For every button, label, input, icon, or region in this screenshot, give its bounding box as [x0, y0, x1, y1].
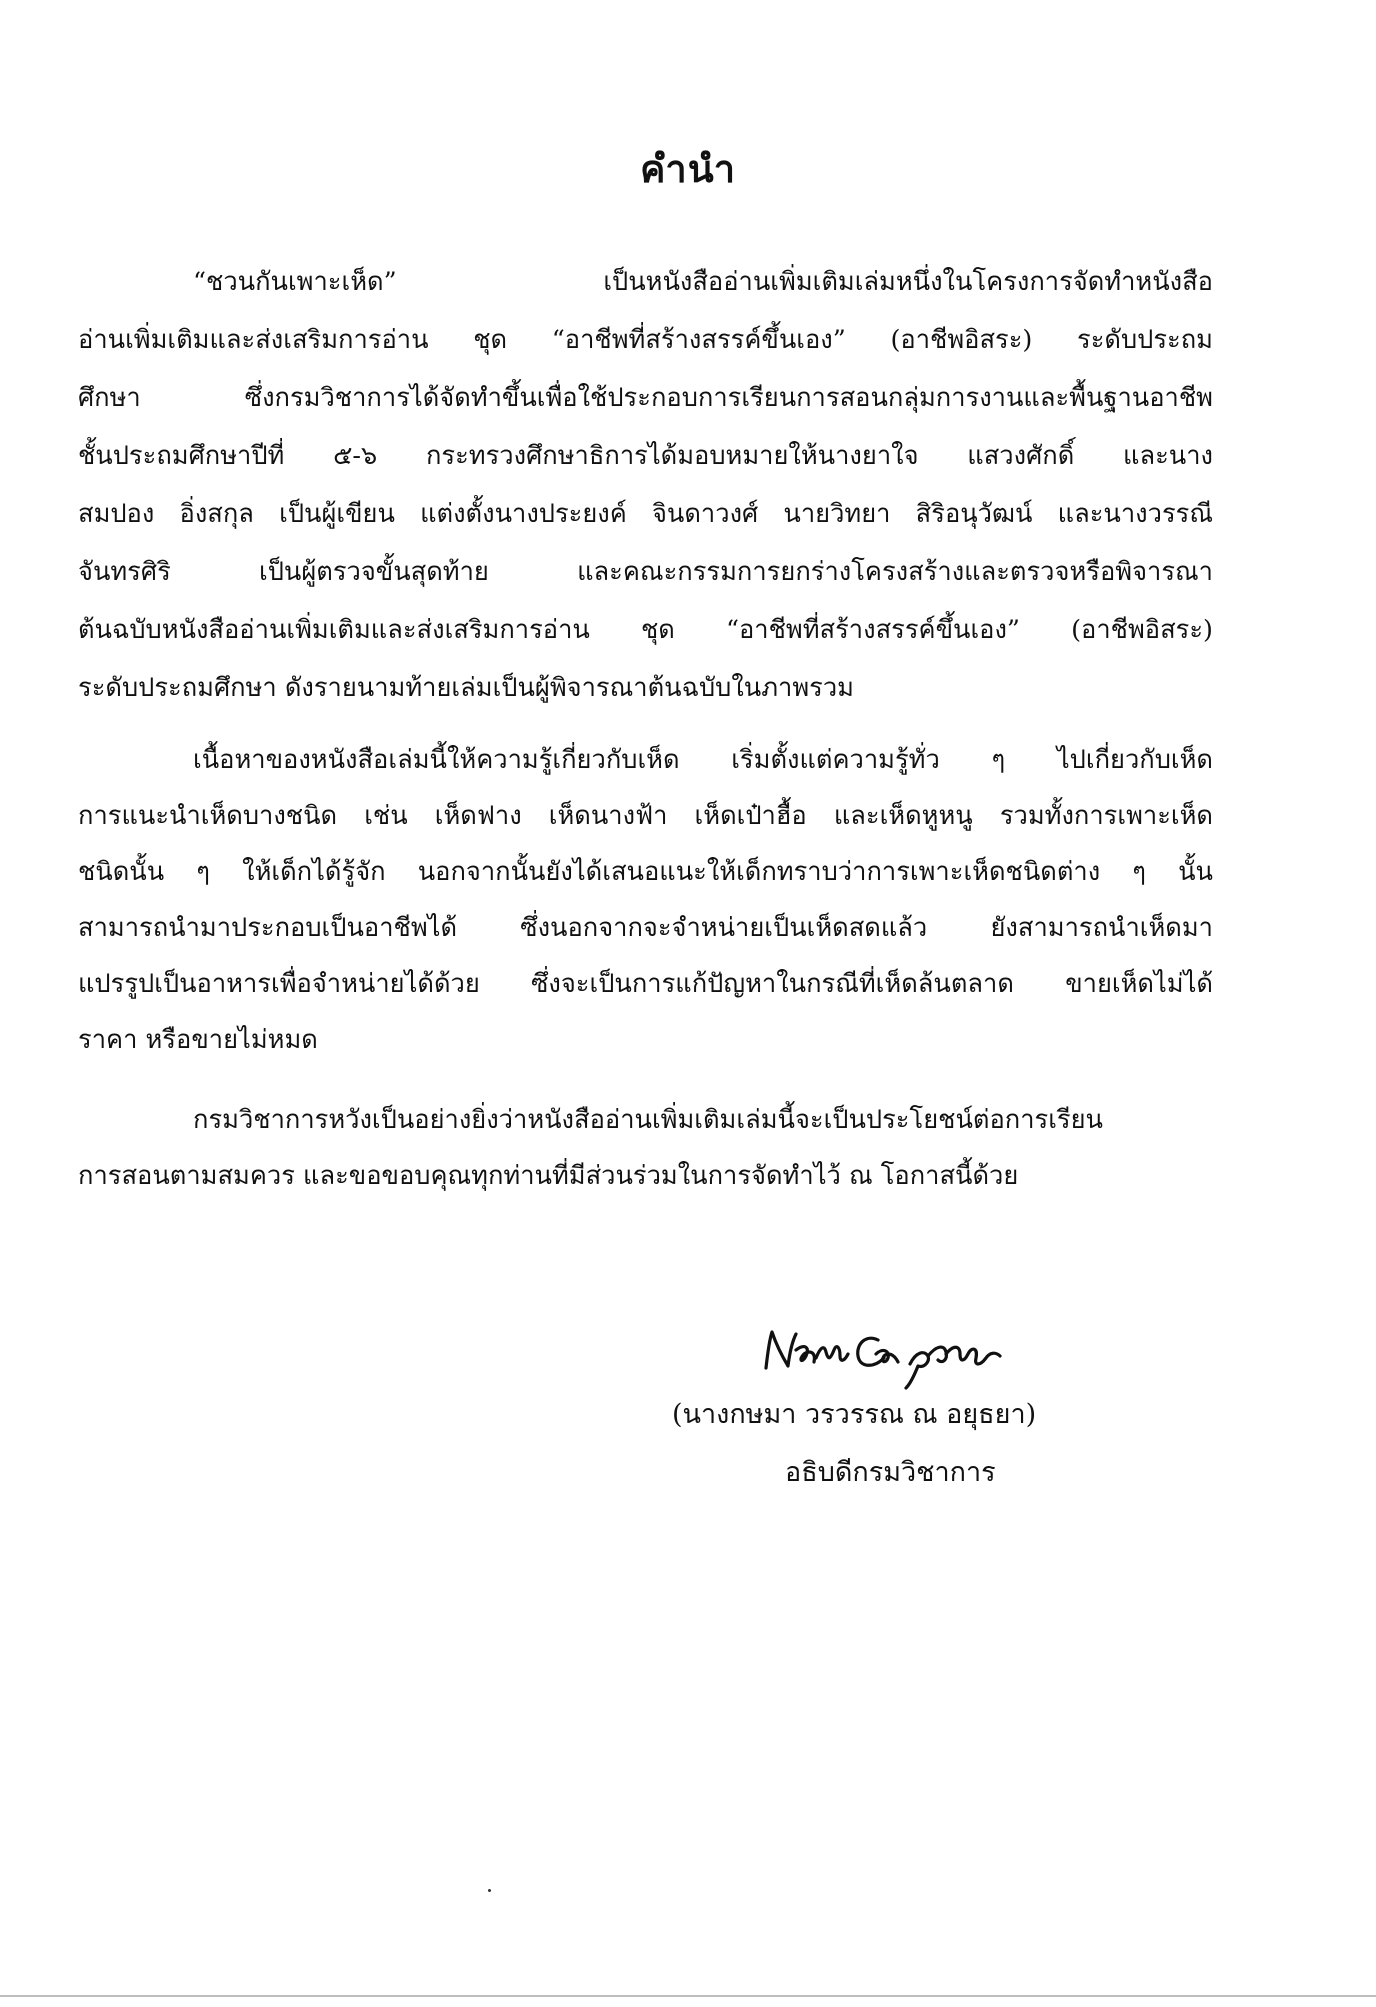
page-title: คำนำ: [639, 146, 737, 191]
signatory-name: (นางกษมา วรวรรณ ณ อยุธยา): [672, 1399, 1037, 1430]
paragraph-line: การแนะนำเห็ดบางชนิด เช่น เห็ดฟาง เห็ดนางฟ้า เห็ดเป๋าฮื้อ และเห็ดหูหนู รวมทั้งการเพาะเห็ด: [78, 801, 1213, 831]
paragraph-line: จันทรศิริ เป็นผู้ตรวจขั้นสุดท้าย และคณะกรรมการยกร่างโครงสร้างและตรวจหรือพิจารณา: [78, 557, 1213, 587]
scan-speck: [488, 1889, 491, 1892]
scan-edge-line: [0, 1995, 1376, 1997]
paragraph-line: ราคา หรือขายไม่หมด: [78, 1025, 318, 1055]
paragraph-line: สามารถนำมาประกอบเป็นอาชีพได้ ซึ่งนอกจากจะจำหน่ายเป็นเห็ดสดแล้ว ยังสามารถนำเห็ดมา: [78, 913, 1213, 943]
paragraph-line: การสอนตามสมควร และขอขอบคุณทุกท่านที่มีส่วนร่วมในการจัดทำไว้ ณ โอกาสนี้ด้วย: [78, 1161, 1019, 1191]
paragraph-line: สมปอง อิ่งสกุล เป็นผู้เขียน แต่งตั้งนางประยงค์ จินดาวงศ์ นายวิทยา สิริอนุวัฒน์ และนางวรรณี: [78, 499, 1213, 529]
paragraph-line: ชนิดนั้น ๆ ให้เด็กได้รู้จัก นอกจากนั้นยังได้เสนอแนะให้เด็กทราบว่าการเพาะเห็ดชนิดต่าง ๆ นั้น: [78, 857, 1213, 887]
signature-image: [760, 1310, 1020, 1390]
paragraph-line: แปรรูปเป็นอาหารเพื่อจำหน่ายได้ด้วย ซึ่งจะเป็นการแก้ปัญหาในกรณีที่เห็ดล้นตลาด ขายเห็ดไม่ได้: [78, 969, 1213, 999]
paragraph-line: “ชวนกันเพาะเห็ด” เป็นหนังสืออ่านเพิ่มเติมเล่มหนึ่งในโครงการจัดทำหนังสือ: [193, 267, 1213, 297]
paragraph-line: ต้นฉบับหนังสืออ่านเพิ่มเติมและส่งเสริมการอ่าน ชุด “อาชีพที่สร้างสรรค์ขึ้นเอง” (อาชีพอิสระ): [78, 615, 1213, 645]
paragraph-line: กรมวิชาการหวังเป็นอย่างยิ่งว่าหนังสืออ่านเพิ่มเติมเล่มนี้จะเป็นประโยชน์ต่อการเรียน: [193, 1105, 1103, 1135]
paragraph-line: อ่านเพิ่มเติมและส่งเสริมการอ่าน ชุด “อาชีพที่สร้างสรรค์ขึ้นเอง” (อาชีพอิสระ) ระดับประถม: [78, 325, 1213, 355]
paragraph-line: ชั้นประถมศึกษาปีที่ ๕-๖ กระทรวงศึกษาธิการได้มอบหมายให้นางยาใจ แสวงศักดิ์ และนาง: [78, 441, 1213, 471]
paragraph-line: เนื้อหาของหนังสือเล่มนี้ให้ความรู้เกี่ยวกับเห็ด เริ่มตั้งแต่ความรู้ทั่ว ๆ ไปเกี่ยวกับเห็ด: [193, 745, 1213, 775]
signatory-position: อธิบดีกรมวิชาการ: [785, 1457, 996, 1488]
paragraph-line: ระดับประถมศึกษา ดังรายนามท้ายเล่มเป็นผู้พิจารณาต้นฉบับในภาพรวม: [78, 673, 854, 703]
paragraph-line: ศึกษา ซึ่งกรมวิชาการได้จัดทำขึ้นเพื่อใช้ประกอบการเรียนการสอนกลุ่มการงานและพื้นฐานอาชีพ: [78, 383, 1213, 413]
